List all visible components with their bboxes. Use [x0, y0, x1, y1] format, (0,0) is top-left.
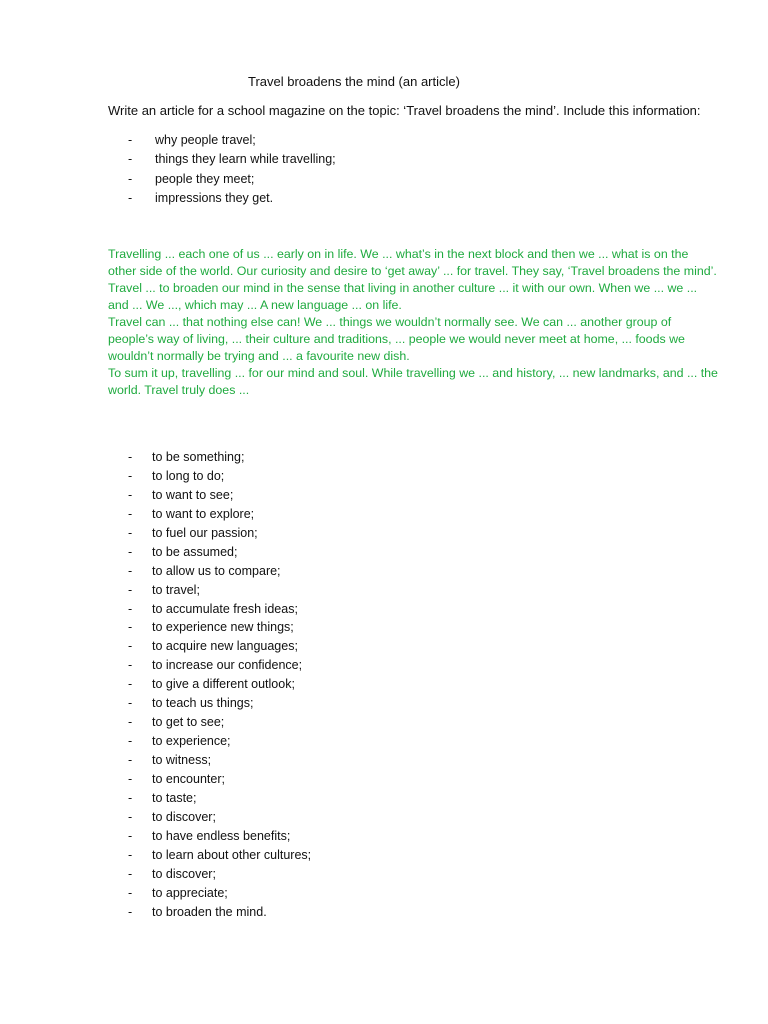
- list-item: [128, 486, 311, 505]
- list-item: [128, 637, 311, 656]
- phrase-text: to encounter;: [152, 771, 225, 786]
- article-text: [108, 246, 720, 399]
- dash-bullet: -: [128, 190, 133, 205]
- phrase-text: to have endless benefits;: [152, 828, 291, 843]
- dash-bullet: -: [128, 450, 133, 464]
- article-paragraph: Travel can ... that nothing else can! We ... things we wouldn’t normally see. We can ... another group of people’s way of living, ... their culture and traditions, ... people we would never meet at home, ... foods we wouldn’t normally be trying and ... a favourite new dish.: [108, 315, 685, 363]
- dash-bullet: -: [128, 468, 133, 483]
- list-item: [128, 543, 311, 562]
- phrase-text: to learn about other cultures;: [152, 847, 312, 862]
- info-list: [128, 131, 336, 208]
- phrase-text: to fuel our passion;: [152, 525, 258, 540]
- dash-bullet: -: [128, 133, 133, 147]
- article-paragraph: To sum it up, travelling ... for our mind and soul. While travelling we ... and history, ... new landmarks, and ... the world. Travel truly does ...: [108, 366, 718, 397]
- dash-bullet: -: [128, 715, 133, 730]
- list-item: [128, 170, 336, 189]
- list-item: [128, 131, 336, 150]
- phrase-text: to taste;: [152, 790, 197, 805]
- dash-bullet: -: [128, 904, 133, 919]
- dash-bullet: -: [128, 525, 133, 540]
- phrase-text: to want to explore;: [152, 506, 255, 521]
- list-item: [128, 770, 311, 789]
- dash-bullet: -: [128, 866, 133, 881]
- dash-bullet: -: [128, 771, 133, 786]
- dash-bullet: -: [128, 582, 133, 597]
- dash-bullet: -: [128, 620, 133, 635]
- dash-bullet: -: [128, 809, 133, 824]
- phrase-text: to discover;: [152, 866, 216, 881]
- phrase-text: to experience;: [152, 734, 231, 749]
- list-item-text: things they learn while travelling;: [155, 152, 336, 167]
- dash-bullet: -: [128, 696, 133, 711]
- dash-bullet: -: [128, 171, 133, 186]
- list-item: [128, 581, 311, 600]
- list-item: [128, 808, 311, 827]
- list-item: [128, 884, 311, 903]
- phrase-text: to get to see;: [152, 715, 225, 730]
- list-item: [128, 713, 311, 732]
- phrase-text: to discover;: [152, 809, 216, 824]
- phrase-text: to witness;: [152, 753, 212, 767]
- dash-bullet: -: [128, 487, 133, 502]
- list-item: [128, 903, 311, 922]
- list-item: [128, 505, 311, 524]
- list-item: [128, 751, 311, 770]
- phrase-list: [128, 448, 311, 921]
- phrase-text: to broaden the mind.: [152, 904, 267, 919]
- dash-bullet: -: [128, 847, 133, 862]
- phrase-text: to allow us to compare;: [152, 563, 281, 578]
- dash-bullet: -: [128, 790, 133, 805]
- list-item: [128, 675, 311, 694]
- list-item: [128, 618, 311, 637]
- phrase-text: to give a different outlook;: [152, 677, 295, 692]
- list-item: [128, 562, 311, 581]
- list-item: [128, 656, 311, 675]
- phrase-text: to appreciate;: [152, 885, 228, 900]
- list-item: [128, 524, 311, 543]
- list-item-text: why people travel;: [155, 133, 256, 147]
- phrase-text: to long to do;: [152, 468, 225, 483]
- list-item: [128, 467, 311, 486]
- phrase-text: to teach us things;: [152, 696, 254, 711]
- article-paragraph: Travelling ... each one of us ... early on in life. We ... what’s in the next block and then we ... what is on the other side of the world. Our curiosity and desire to ‘get away’ ... for travel. They say, ‘Travel broadens the mind’.: [108, 247, 717, 278]
- list-item: [128, 846, 311, 865]
- dash-bullet: -: [128, 734, 133, 749]
- phrase-text: to acquire new languages;: [152, 639, 298, 654]
- list-item-text: people they meet;: [155, 171, 255, 186]
- dash-bullet: -: [128, 828, 133, 843]
- list-item: [128, 448, 311, 467]
- dash-bullet: -: [128, 152, 133, 167]
- dash-bullet: -: [128, 601, 133, 616]
- list-item: [128, 865, 311, 884]
- dash-bullet: -: [128, 885, 133, 900]
- dash-bullet: -: [128, 506, 133, 521]
- dash-bullet: -: [128, 677, 133, 692]
- list-item: [128, 789, 311, 808]
- list-item: [128, 694, 311, 713]
- phrase-text: to be something;: [152, 450, 245, 464]
- list-item: [128, 150, 336, 169]
- list-item: [128, 189, 336, 208]
- phrase-text: to be assumed;: [152, 544, 238, 559]
- phrase-text: to want to see;: [152, 487, 234, 502]
- phrase-text: to accumulate fresh ideas;: [152, 601, 298, 616]
- list-item-text: impressions they get.: [155, 190, 274, 205]
- list-item: [128, 827, 311, 846]
- dash-bullet: -: [128, 563, 133, 578]
- task-instruction: Write an article for a school magazine on the topic: ‘Travel broadens the mind’. Include this information:: [108, 103, 701, 118]
- phrase-text: to increase our confidence;: [152, 658, 303, 673]
- dash-bullet: -: [128, 639, 133, 654]
- dash-bullet: -: [128, 753, 133, 767]
- list-item: [128, 732, 311, 751]
- list-item: [128, 600, 311, 619]
- document-title: Travel broadens the mind (an article): [248, 74, 460, 89]
- dash-bullet: -: [128, 658, 133, 673]
- phrase-text: to travel;: [152, 582, 200, 597]
- article-paragraph: Travel ... to broaden our mind in the sense that living in another culture ... it with our own. When we ... we ... and ... We ..., which may ... A new language ... on life.: [108, 281, 698, 312]
- dash-bullet: -: [128, 544, 133, 559]
- phrase-text: to experience new things;: [152, 620, 294, 635]
